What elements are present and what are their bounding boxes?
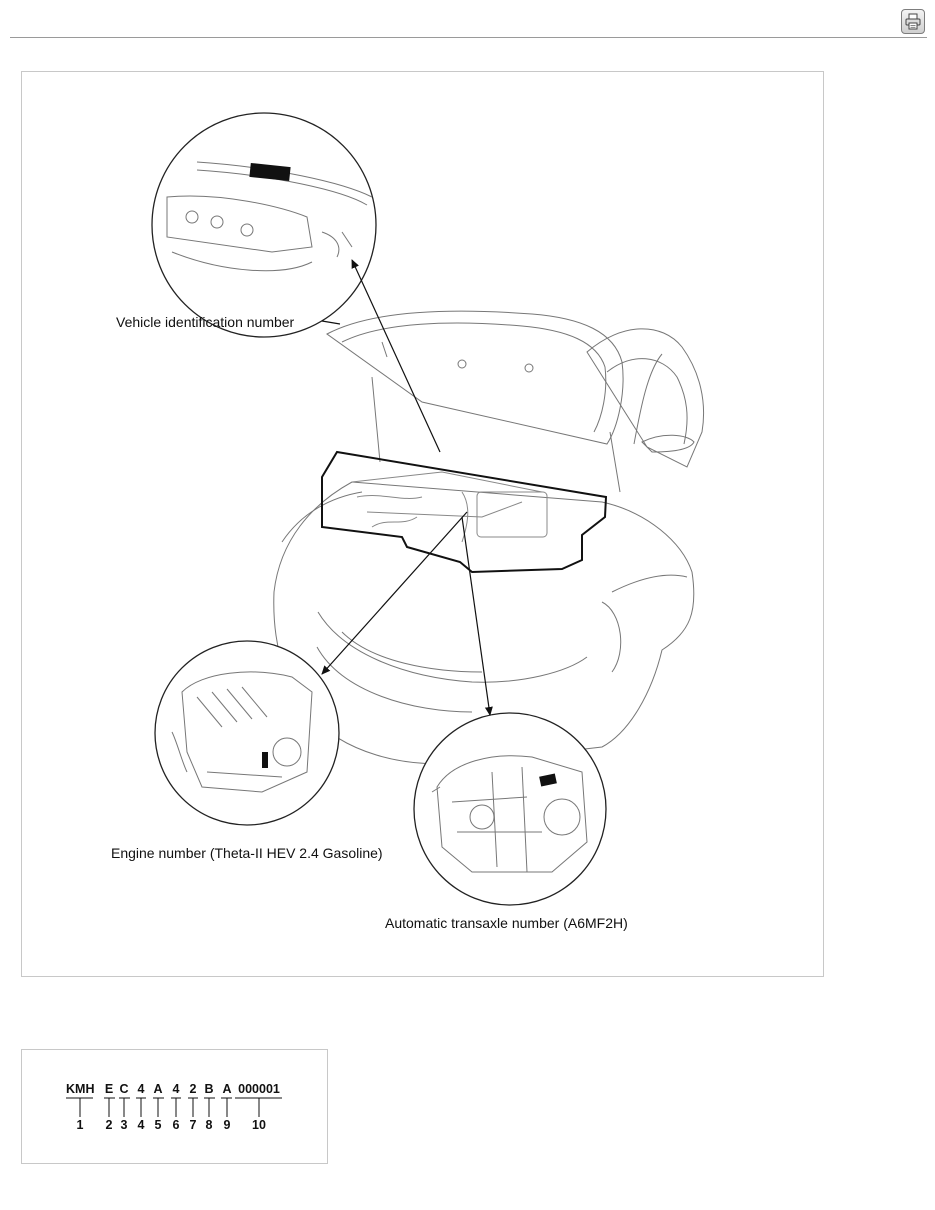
vin-segment-1: KMH — [66, 1082, 95, 1096]
transaxle-inset-circle — [414, 713, 606, 905]
transaxle-number-label: Automatic transaxle number (A6MF2H) — [385, 915, 628, 931]
vin-segment-3: C — [119, 1082, 129, 1096]
vin-segment-9: A — [222, 1082, 232, 1096]
vin-segment-8: B — [204, 1082, 214, 1096]
vin-segment-10: 000001 — [238, 1082, 280, 1096]
vin-segment-4: 4 — [137, 1082, 145, 1096]
vin-label: Vehicle identification number — [116, 314, 295, 330]
vin-leader-arrow — [352, 260, 440, 452]
engine-inset-circle — [155, 641, 339, 825]
vin-position-10: 10 — [252, 1118, 266, 1132]
engine-number-label: Engine number (Theta-II HEV 2.4 Gasoline) — [111, 845, 383, 861]
vin-position-1: 1 — [76, 1118, 84, 1132]
vin-position-4: 4 — [137, 1118, 145, 1132]
print-button[interactable] — [901, 9, 925, 34]
vin-position-2: 2 — [105, 1118, 113, 1132]
engine-number-mark — [262, 752, 268, 768]
vin-position-9: 9 — [223, 1118, 231, 1132]
vin-position-6: 6 — [172, 1118, 180, 1132]
vin-position-8: 8 — [205, 1118, 213, 1132]
vin-segment-2: E — [104, 1082, 114, 1096]
header-divider — [10, 37, 927, 38]
vin-segment-6: 4 — [172, 1082, 180, 1096]
vin-inset-circle — [152, 113, 376, 337]
vehicle-illustration — [22, 72, 825, 978]
vin-segment-5: A — [153, 1082, 163, 1096]
identification-figure — [21, 71, 824, 977]
vin-position-5: 5 — [154, 1118, 162, 1132]
vin-breakdown-lines — [22, 1050, 329, 1165]
car-grille — [318, 612, 587, 682]
vin-position-7: 7 — [189, 1118, 197, 1132]
vin-position-3: 3 — [120, 1118, 128, 1132]
vin-breakdown-diagram — [21, 1049, 328, 1164]
engine-bay-outline — [322, 452, 606, 572]
printer-icon — [905, 13, 921, 30]
vin-segment-7: 2 — [189, 1082, 197, 1096]
transaxle-leader-arrow — [462, 517, 490, 715]
